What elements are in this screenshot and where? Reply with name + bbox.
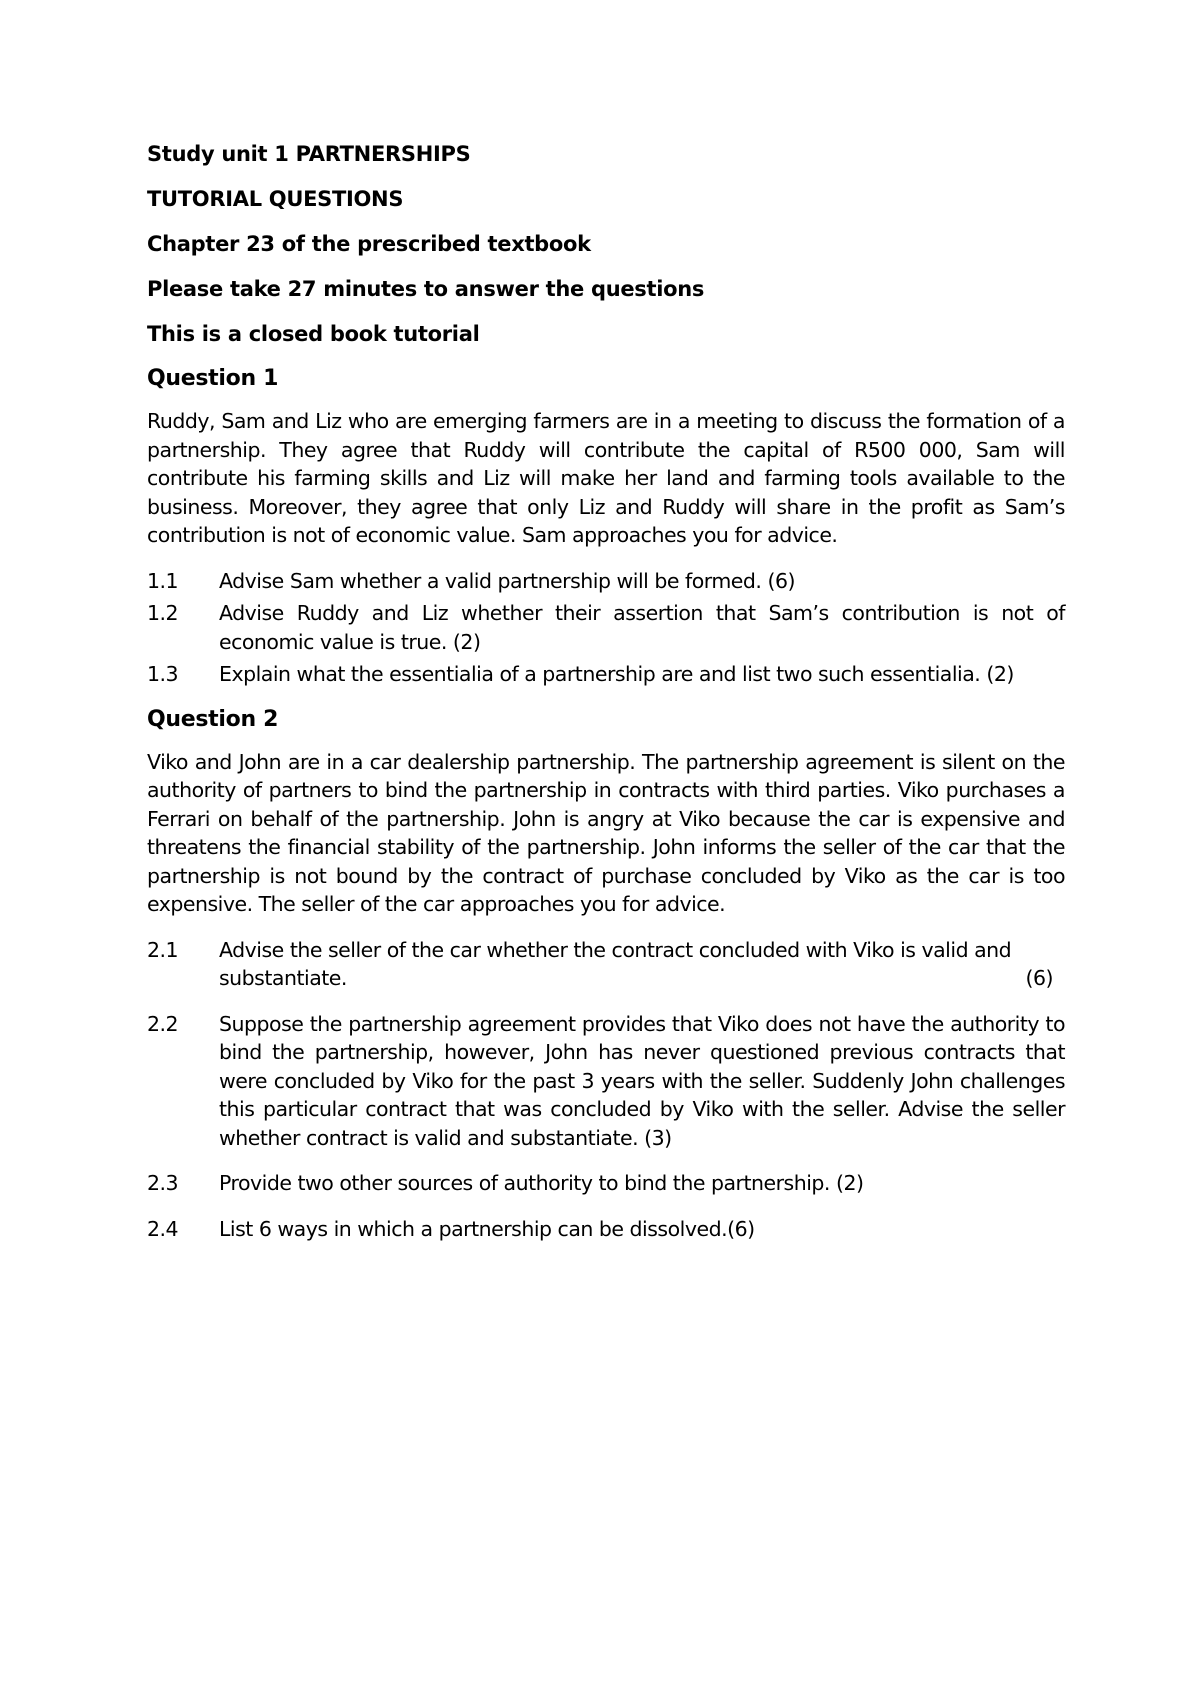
question-item-1-3	[147, 660, 1065, 689]
question-item-1-1	[147, 567, 1065, 596]
item-number: 1.1	[147, 568, 179, 593]
item-number: 2.3	[147, 1171, 179, 1195]
item-continuation	[219, 964, 1065, 993]
item-text: Explain what the essentialia of a partnership are and list two such essentialia. (2)	[219, 662, 1014, 686]
question-item-1-2	[147, 599, 1065, 656]
question-2-title: Question 2	[147, 706, 279, 732]
question-item-2-2	[147, 1010, 1065, 1153]
item-number: 2.1	[147, 937, 179, 962]
time-instruction: Please take 27 minutes to answer the questions	[147, 277, 705, 301]
item-text: Provide two other sources of authority to bind the partnership. (2)	[219, 1171, 864, 1195]
question-2-scenario: Viko and John are in a car dealership partnership. The partnership agreement is silent on the authority of partners to bind the partnership in contracts with third parties. Viko purchases a Ferrari on behalf of the partnership. John is angry at Viko because the car is expensive and threatens the financial stability of the partnership. John informs the seller of the car that the partnership is not bound by the contract of purchase concluded by Viko as the car is too expensive. The seller of the car approaches you for advice.	[147, 749, 1065, 916]
tutorial-questions-heading: TUTORIAL QUESTIONS	[147, 187, 404, 211]
question-item-2-1	[147, 936, 1065, 993]
item-text: List 6 ways in which a partnership can be dissolved.(6)	[219, 1216, 755, 1241]
item-text: Advise the seller of the car whether the contract concluded with Viko is valid and	[219, 937, 1012, 962]
study-unit-title: Study unit 1 PARTNERSHIPS	[147, 142, 471, 166]
item-text-continued: substantiate.	[219, 966, 347, 990]
question-item-2-3	[147, 1169, 1065, 1198]
item-number: 1.3	[147, 662, 179, 686]
question-1-scenario: Ruddy, Sam and Liz who are emerging farmers are in a meeting to discuss the formation of a partnership. They agree that Ruddy will contribute the capital of R500 000, Sam will contribute his farming skills and Liz will make her land and farming tools available to the business. Moreover, they agree that only Liz and Ruddy will share in the profit as Sam’s contribution is not of economic value. Sam approaches you for advice.	[147, 409, 1065, 547]
item-text: Suppose the partnership agreement provides that Viko does not have the authority to bind the partnership, however, John has never questioned previous contracts that were concluded by Viko for the past 3 years with the seller. Suddenly John challenges this particular contract that was concluded by Viko with the seller. Advise the seller whether contract is valid and substantiate. (3)	[219, 1011, 1065, 1150]
closed-book-note: This is a closed book tutorial	[147, 322, 480, 346]
item-text: Advise Ruddy and Liz whether their assertion that Sam’s contribution is not of economic value is true. (2)	[219, 601, 1065, 654]
item-number: 2.2	[147, 1011, 179, 1036]
item-text: Advise Sam whether a valid partnership will be formed. (6)	[219, 568, 796, 593]
item-marks: (6)	[1025, 966, 1053, 990]
question-item-2-4	[147, 1215, 1065, 1244]
question-1-title: Question 1	[147, 366, 279, 391]
document-page	[147, 140, 1065, 1260]
chapter-reference: Chapter 23 of the prescribed textbook	[147, 232, 591, 256]
item-number: 2.4	[147, 1216, 179, 1241]
item-number: 1.2	[147, 601, 179, 625]
